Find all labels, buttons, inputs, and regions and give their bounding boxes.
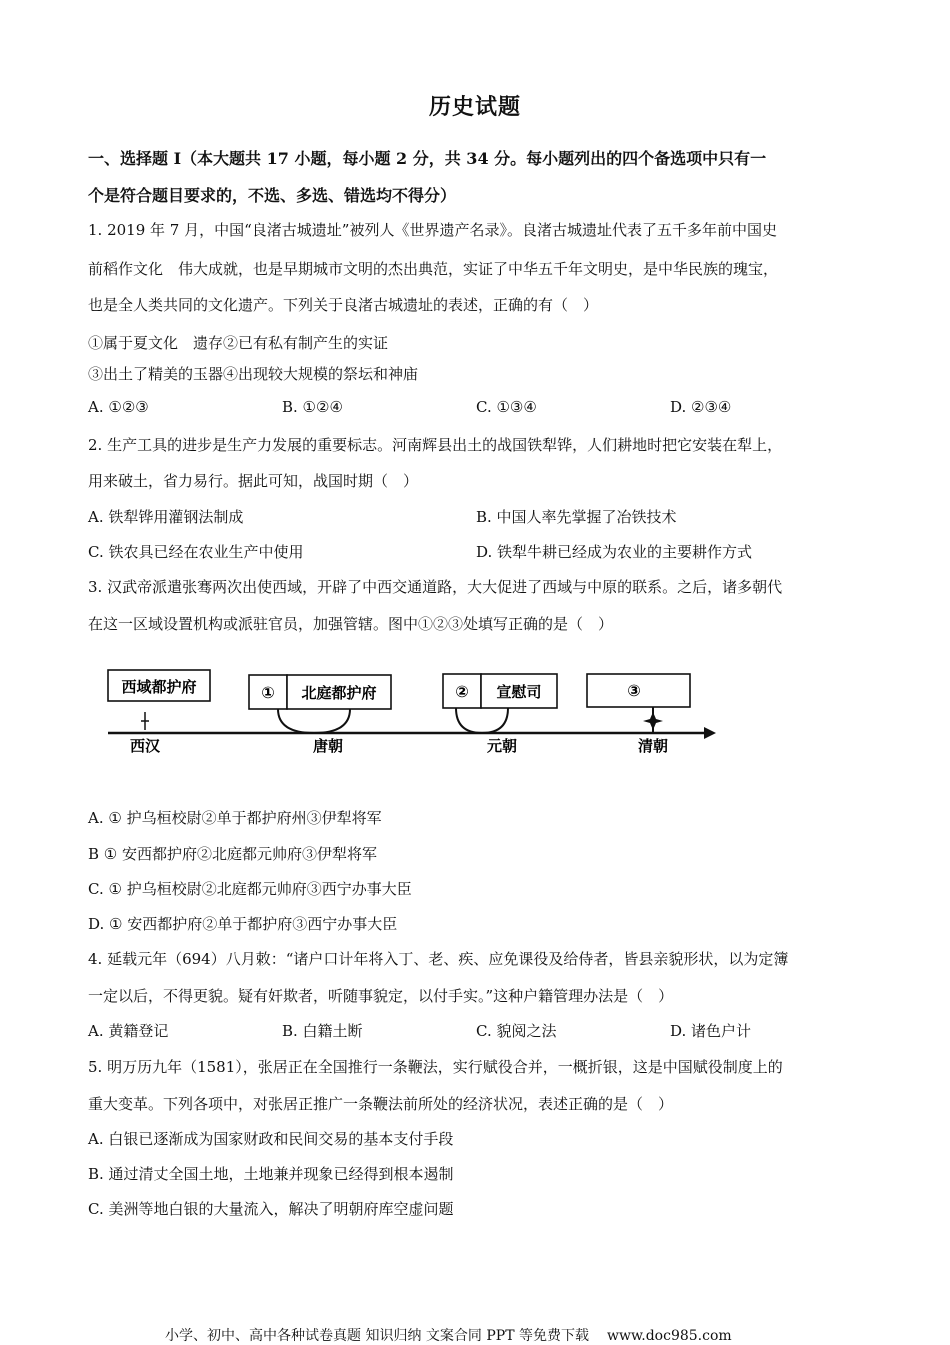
page-title: 历史试题	[428, 94, 521, 120]
q4-stem-line2: 一定以后，不得更貌。疑有奸欺者，听随事貌定，以付手实。”这种户籍管理办法是（ ）	[88, 987, 674, 1005]
q2-stem-line1: 2. 生产工具的进步是生产力发展的重要标志。河南辉县出土的战国铁犁铧，人们耕地时把它安装在犁上，	[88, 436, 783, 454]
q2-option-d[interactable]: D. 铁犁牛耕已经成为农业的主要耕作方式	[476, 543, 753, 561]
q2-option-b[interactable]: B. 中国人率先掌握了冶铁技术	[476, 508, 677, 526]
q1-option-b[interactable]: B. ①②④	[282, 398, 343, 416]
section-heading-cont: 个是符合题目要求的，不选、多选、错选均不得分）	[88, 186, 457, 205]
q3-option-a[interactable]: A. ① 护乌桓校尉②单于都护府州③伊犁将军	[88, 809, 382, 827]
footer-text: 小学、初中、高中各种试卷真题 知识归纳 文案合同 PPT 等免费下载	[165, 1328, 589, 1344]
q2-option-c[interactable]: C. 铁农具已经在农业生产中使用	[88, 543, 304, 561]
box-mark2-label: ②	[455, 682, 469, 701]
box-mark3-label: ③	[627, 681, 641, 700]
q3-stem-line2: 在这一区域设置机构或派驻官员，加强管辖。图中①②③处填写正确的是（ ）	[88, 615, 614, 633]
q3-option-d[interactable]: D. ① 安西都护府②单于都护府③西宁办事大臣	[88, 915, 398, 933]
q1-stem-line2: 前稻作文化 伟大成就，也是早期城市文明的杰出典范，实证了中华五千年文明史，是中华民族的瑰宝，	[88, 260, 779, 278]
footer-site-link[interactable]: www.doc985.com	[606, 1328, 732, 1344]
q4-stem-line1: 4. 延载元年（694）八月敕：“诸户口计年将入丁、老、疾、应免课役及给侍者，皆县亲貌形状，以为定簿	[88, 950, 789, 968]
era-yuan: 元朝	[486, 737, 518, 755]
q3-option-b[interactable]: B ① 安西都护府②北庭都元帅府③伊犁将军	[88, 845, 378, 863]
q1-item-line1: ①属于夏文化 遗存②已有私有制产生的实证	[88, 334, 389, 352]
q1-option-d[interactable]: D. ②③④	[670, 398, 732, 416]
q5-option-b[interactable]: B. 通过清丈全国土地，土地兼并现象已经得到根本遏制	[88, 1165, 454, 1183]
q1-stem-line1: 1. 2019 年 7 月，中国“良渚古城遗址”被列人《世界遗产名录》。良渚古城遗址代表了五千多年前中国史	[88, 221, 777, 239]
section-heading: 一、选择题 I（本大题共 17 小题，每小题 2 分，共 34 分。每小题列出的四个备选项中只有一	[88, 149, 767, 168]
q1-stem-line3: 也是全人类共同的文化遗产。下列关于良渚古城遗址的表述，正确的有（ ）	[88, 296, 599, 314]
q5-option-c[interactable]: C. 美洲等地白银的大量流入，解决了明朝府库空虚问题	[88, 1200, 454, 1218]
q3-option-c[interactable]: C. ① 护乌桓校尉②北庭都元帅府③西宁办事大臣	[88, 880, 412, 898]
era-tang: 唐朝	[312, 737, 344, 755]
box-xiyu-label: 西域都护府	[121, 678, 197, 696]
q2-stem-line2: 用来破土，省力易行。据此可知，战国时期（ ）	[88, 472, 419, 490]
box-xuanwei-label: 宣慰司	[496, 683, 542, 701]
box-mark1-label: ①	[261, 683, 275, 702]
era-qing: 清朝	[637, 737, 669, 755]
q1-option-a[interactable]: A. ①②③	[88, 398, 149, 416]
box-beiting-label: 北庭都护府	[301, 684, 377, 702]
q5-stem-line2: 重大变革。下列各项中，对张居正推广一条鞭法前所处的经济状况，表述正确的是（ ）	[88, 1095, 674, 1113]
q4-option-d[interactable]: D. 诸色户计	[670, 1022, 752, 1040]
tang-span-arc	[278, 709, 350, 733]
q3-stem-line1: 3. 汉武帝派遣张骞两次出使西域，开辟了中西交通道路，大大促进了西域与中原的联系。之后，诸多朝代	[88, 578, 783, 596]
marker-qing-star	[643, 712, 663, 730]
q2-option-a[interactable]: A. 铁犁铧用灌钢法制成	[88, 508, 244, 526]
page-footer	[165, 1325, 732, 1345]
q5-stem-line1: 5. 明万历九年（1581），张居正在全国推行一条鞭法，实行赋役合并，一概折银，这是中国赋役制度上的	[88, 1058, 783, 1076]
era-xihan: 西汉	[129, 737, 161, 755]
q4-option-c[interactable]: C. 貌阅之法	[476, 1022, 557, 1040]
q5-option-a[interactable]: A. 白银已逐渐成为国家财政和民间交易的基本支付手段	[88, 1130, 454, 1148]
q1-option-c[interactable]: C. ①③④	[476, 398, 537, 416]
timeline-arrow-head	[704, 727, 716, 739]
q4-option-a[interactable]: A. 黄籍登记	[88, 1022, 169, 1040]
yuan-span-arc	[456, 708, 508, 733]
q1-item-line2: ③出土了精美的玉器④出现较大规模的祭坛和神庙	[88, 365, 419, 383]
q4-option-b[interactable]: B. 白籍土断	[282, 1022, 363, 1040]
